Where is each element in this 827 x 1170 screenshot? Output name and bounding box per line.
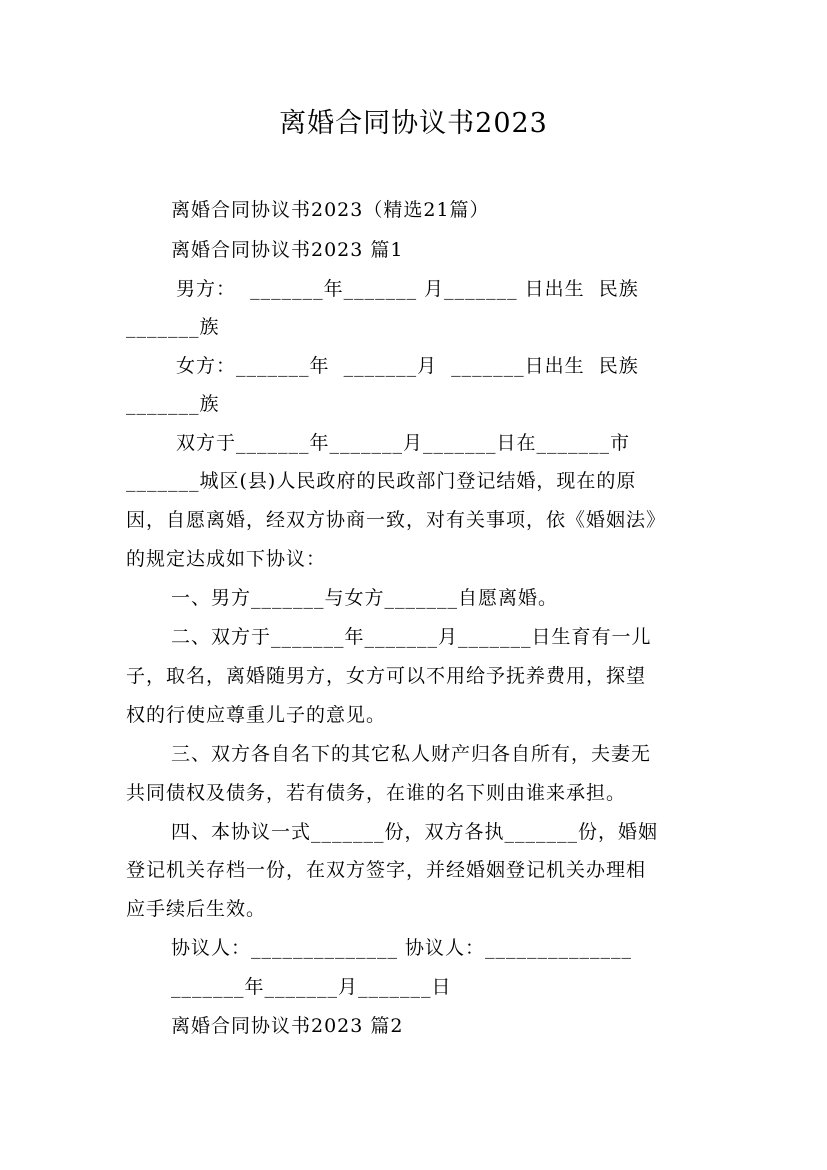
date-line: _______年_______月_______日 <box>171 976 452 998</box>
clause-2: 二、双方于_______年_______月_______日生育有一儿 <box>171 626 652 648</box>
paragraph-line: 权的行使应尊重儿子的意见。 <box>126 704 387 726</box>
clause-1: 一、男方_______与女方_______自愿离婚。 <box>171 587 559 609</box>
paragraph-line: _______城区(县)人民政府的民政部门登记结婚，现在的原 <box>126 470 637 492</box>
female-ethnicity-line: _______族 <box>126 393 220 415</box>
paragraph-line: 共同债权及债务，若有债务，在谁的名下则由谁来承担。 <box>126 782 627 804</box>
paragraph-line: 登记机关存档一份，在双方签字，并经婚姻登记机关办理相 <box>126 859 647 881</box>
male-party-line: 男方： _______年_______ 月_______ 日出生 民族 <box>176 278 639 300</box>
section-heading: 离婚合同协议书2023 篇1 <box>171 239 404 261</box>
paragraph-line: 因，自愿离婚，经双方协商一致，对有关事项，依《婚姻法》 <box>126 509 667 531</box>
female-party-line: 女方：_______年 _______月 _______日出生 民族 <box>176 355 639 377</box>
signature-line: 协议人：______________ 协议人：______________ <box>171 937 633 959</box>
clause-4: 四、本协议一式_______份，双方各执_______份，婚姻 <box>171 821 659 843</box>
paragraph-line: 子，取名，离婚随男方，女方可以不用给予抚养费用，探望 <box>126 665 647 687</box>
male-ethnicity-line: _______族 <box>126 316 220 338</box>
document-title: 离婚合同协议书2023 <box>279 108 548 139</box>
paragraph-line: 的规定达成如下协议： <box>126 548 327 570</box>
paragraph-line: 应手续后生效。 <box>126 898 267 920</box>
clause-3: 三、双方各自名下的其它私人财产归各自所有，夫妻无 <box>171 743 652 765</box>
collection-heading: 离婚合同协议书2023（精选21篇） <box>171 199 490 221</box>
section-heading: 离婚合同协议书2023 篇2 <box>171 1015 404 1037</box>
paragraph-line: 双方于_______年_______月_______日在_______市 <box>176 432 631 454</box>
